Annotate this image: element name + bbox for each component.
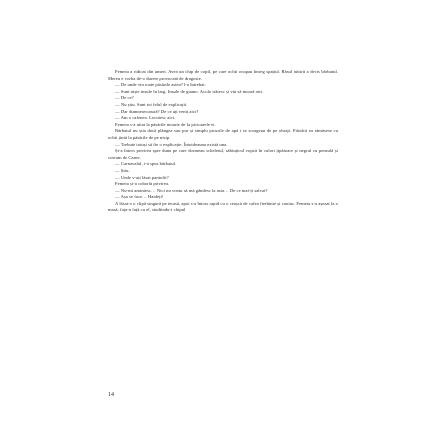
body-text [108, 69, 338, 214]
paragraph: — Așa se face… Haideți! [115, 194, 164, 200]
paragraph: Femeia a ridicat din umeri. Avea un chip de copil, pe care ochii ocupau întreg spațiul. Râsul iubirii a decis bărbatul. Mereu e vorba de-o durere provocată de dragoste. [108, 69, 338, 81]
paragraph: — Sunt niște insule în larg. Insule de guano. Acolo trăiesc și vin să moară aici. [115, 88, 264, 94]
paragraph: — Am o cafenea. Locuiesc aici. [115, 115, 176, 121]
paragraph: A lăsat-o o clipă singură pe terasă, apoi s-a întors rapid cu o ceașcă de cafea fierbinte și coniac. Femeia s-a așezat la o masă, fața-n față cu el, studiindu-i chipul [108, 200, 338, 213]
paragraph: Și-a întors privirea spre duna pe care dormeau scheletul, săbiuțicul vopsit în culori țipătoare și negrul cu pensulă și costum de Carne. [108, 148, 338, 160]
paragraph: — De ce? [115, 95, 134, 101]
paragraph: Femeia s-a uitat la păsările moarte de la picioarele ei. [115, 121, 216, 127]
paragraph: — Unde v-ați lăsat pantofii? [115, 174, 169, 180]
paragraph: — Trebuie totuși să fie o explicație. Întotdeauna există una. [115, 141, 228, 147]
paragraph: — Carnavalul, i-a spus bărbatul. [115, 161, 177, 167]
paragraph: — Nu-mi amintesc… Nici nu vreau să mă gândesc la asta… De ce mai-ți salvat? [115, 187, 268, 193]
paragraph: — Dar dumneavoastră? De ce ați venit aici? [115, 108, 199, 114]
paragraph: — Nu știu. Sunt tot felul de explicații. [115, 101, 188, 107]
page-number: 14 [108, 392, 114, 398]
paragraph: — Știu. [115, 167, 130, 173]
paragraph: Bărbatul nu știa dacă plângea sau pur și simplu picurile de apă i se scurgeau de pe obraji. Fiindcă ea rămăsese cu ochii țintă la păsările de pe nisip. [108, 128, 338, 140]
paragraph: — De unde vin toate păsările astea? l-a întrebat. [115, 82, 206, 88]
paragraph: Femeia și-a coborât privirea. [115, 181, 170, 187]
